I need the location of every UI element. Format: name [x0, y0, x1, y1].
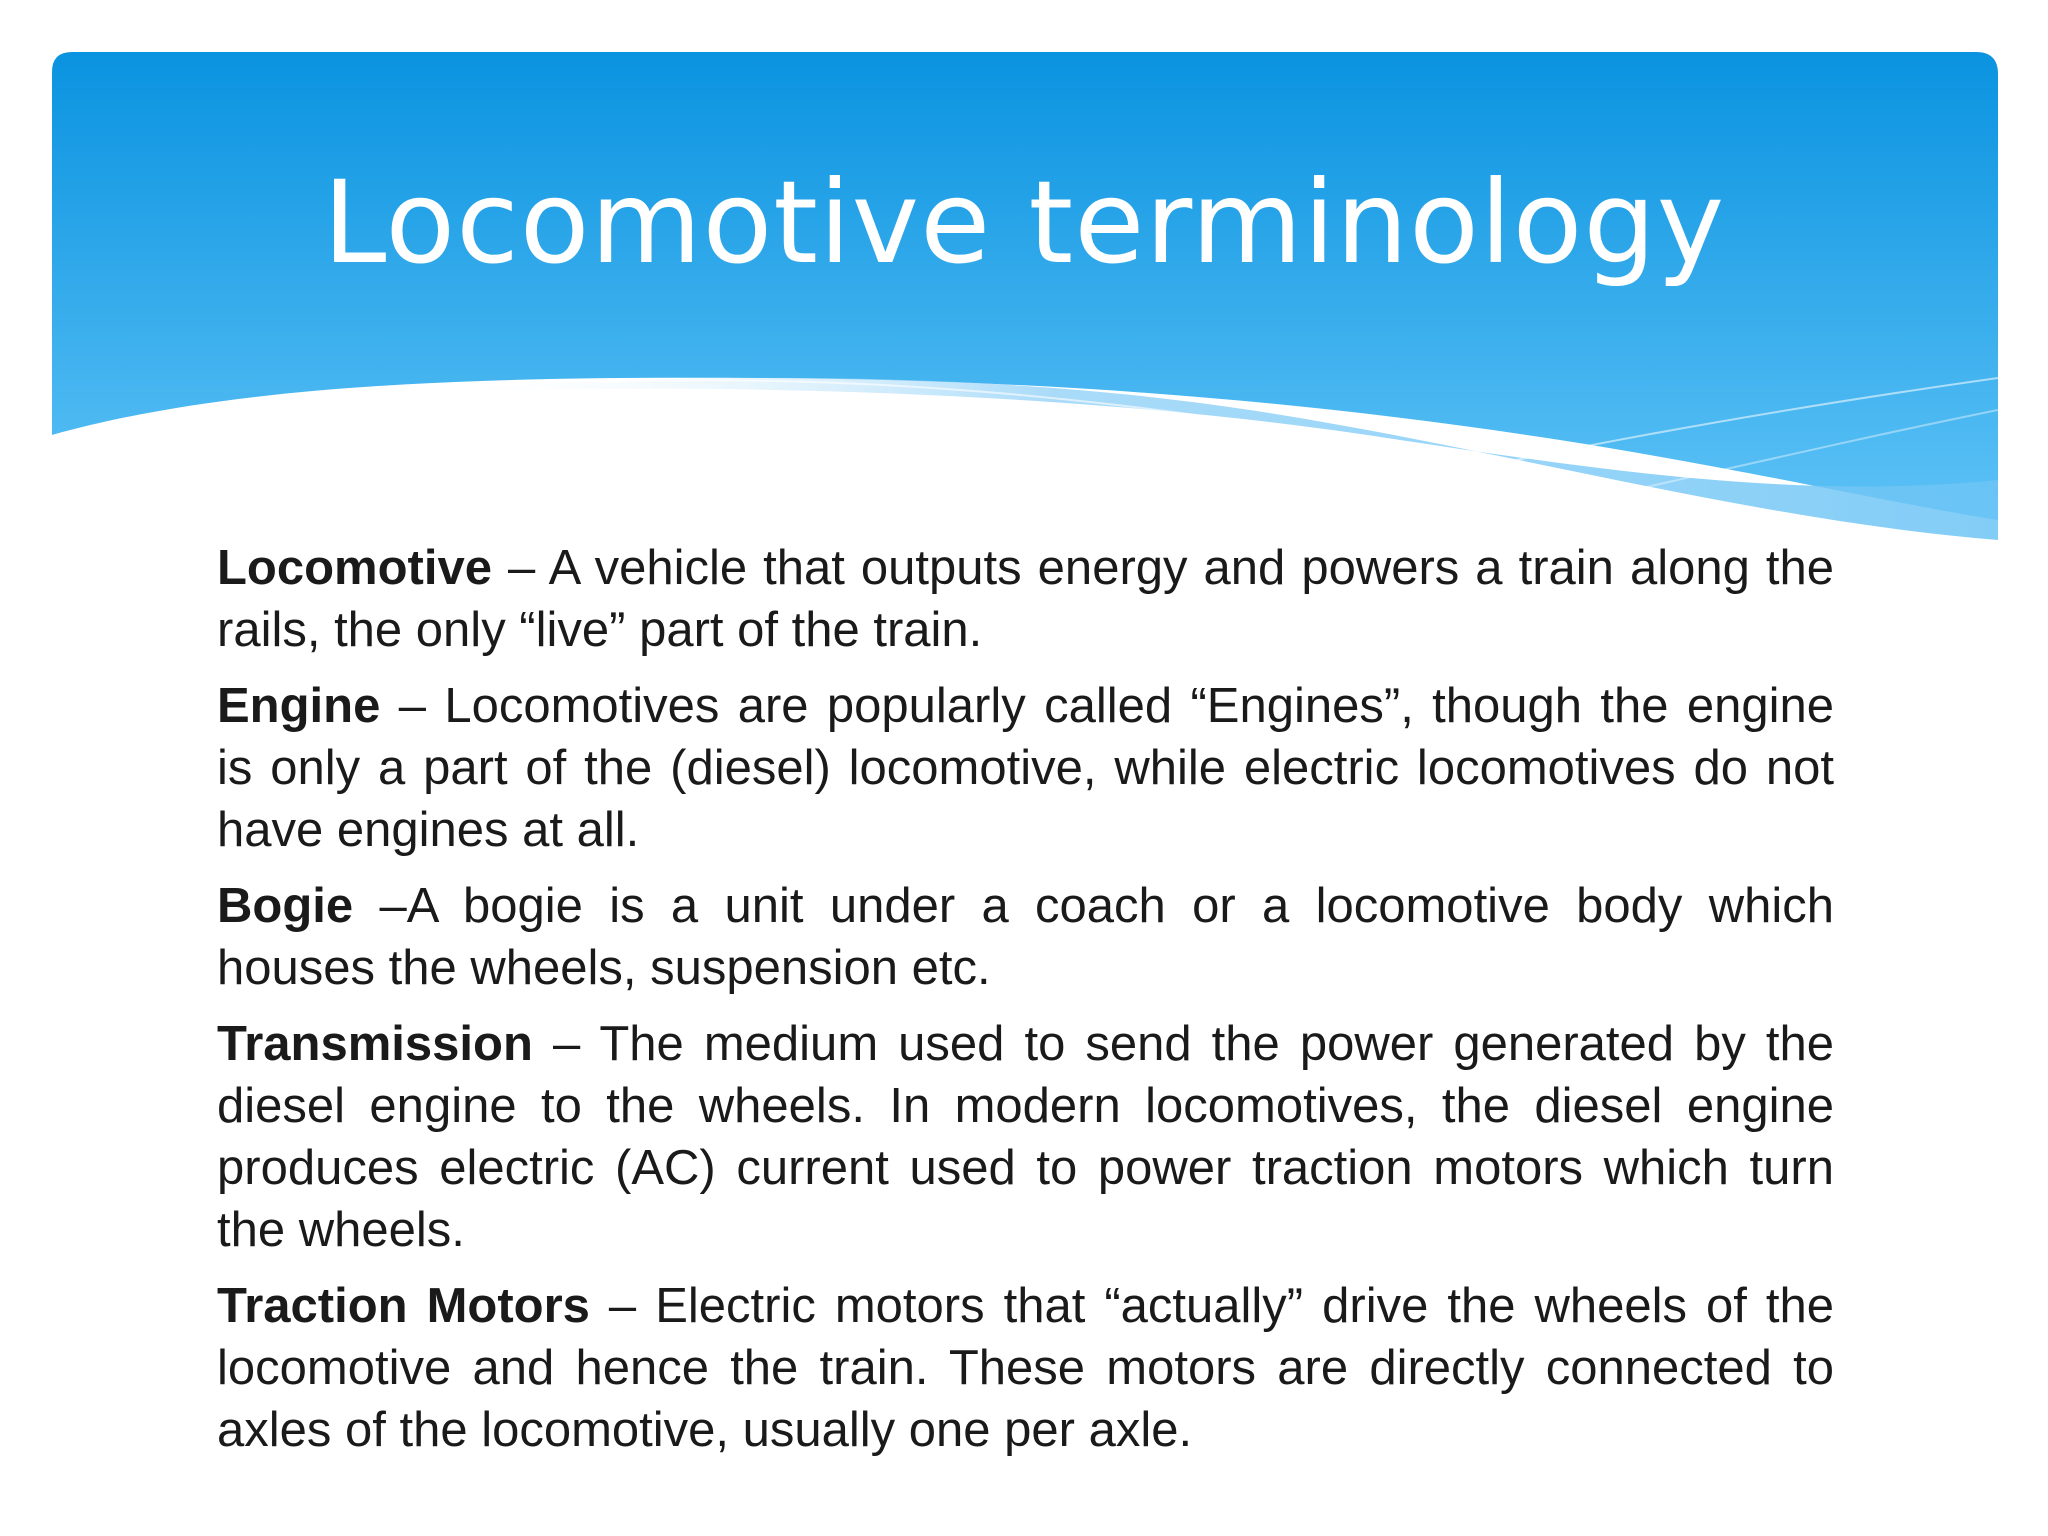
term-label: Transmission [217, 1017, 533, 1071]
definition-text: The medium used to send the power generated by the diesel engine to the wheels. In modern locomotives, the diesel engine produces electric (AC) current used to power traction motors which turn the wheels. [217, 1017, 1835, 1257]
separator: – [532, 1017, 600, 1071]
term-label: Locomotive [217, 541, 492, 595]
definition-text: Locomotives are popularly called “Engines”, though the engine is only a part of the (diesel) locomotive, while electric locomotives do not have engines at all. [217, 679, 1834, 857]
separator: – [380, 679, 445, 733]
separator: – [491, 541, 549, 595]
terminology-list [217, 537, 1834, 1475]
definition-text: Electric motors that “actually” drive the wheels of the locomotive and hence the train. These motors are directly connected to axles of the locomotive, usually one per axle. [217, 1279, 1834, 1457]
list-item [217, 537, 1834, 661]
header-wave-background [0, 0, 2048, 600]
term-label: Traction Motors [217, 1279, 590, 1333]
list-item [217, 1013, 1834, 1261]
list-item [217, 1275, 1834, 1461]
list-item [217, 875, 1834, 999]
definition-text: A vehicle that outputs energy and powers a train along the rails, the only “live” part of the train. [217, 541, 1834, 657]
slide-title: Locomotive terminology [322, 156, 1726, 289]
separator: – [589, 1279, 656, 1333]
list-item [217, 675, 1834, 861]
definition-text: A bogie is a unit under a coach or a locomotive body which houses the wheels, suspension etc. [217, 879, 1834, 995]
term-label: Bogie [217, 879, 354, 933]
term-label: Engine [217, 679, 381, 733]
separator: – [353, 879, 407, 933]
